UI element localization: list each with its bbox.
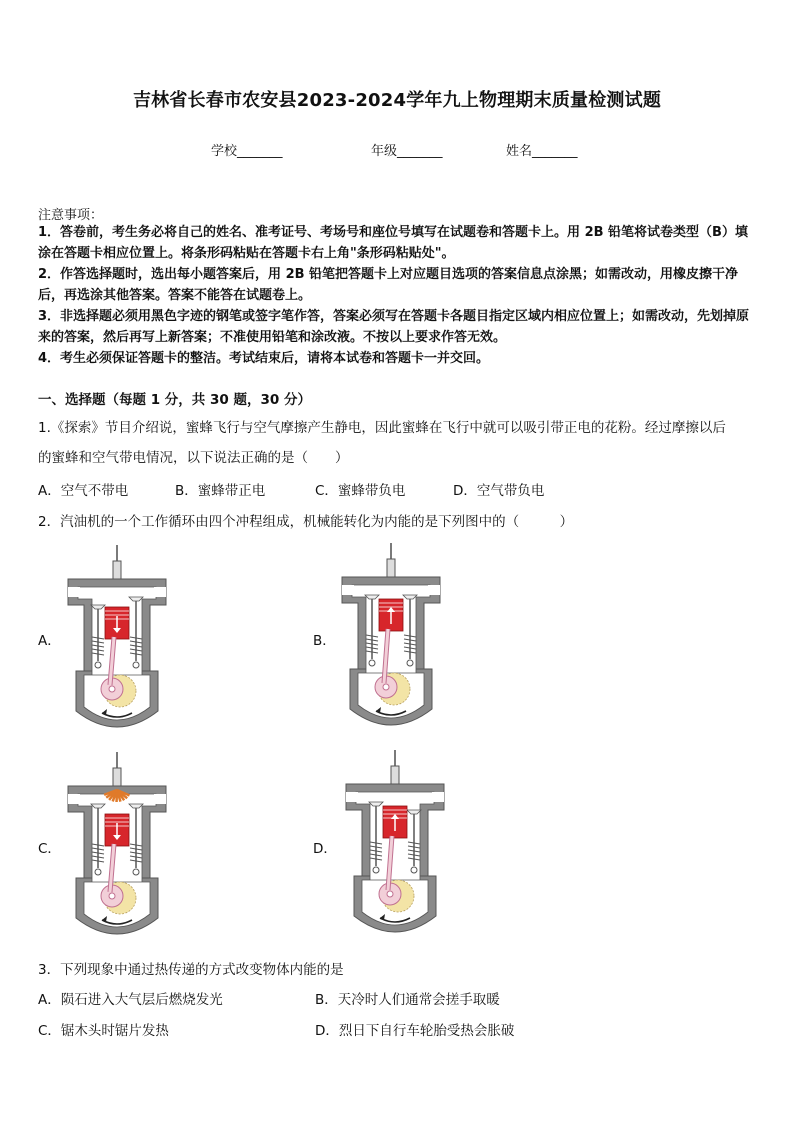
engine-diagram-a xyxy=(58,543,176,735)
intake-cam xyxy=(95,869,101,875)
spark-plug xyxy=(391,766,399,784)
engine-diagram-b xyxy=(332,541,450,733)
exhaust-cam xyxy=(411,867,417,873)
crank-pin xyxy=(109,893,115,899)
exhaust-cam xyxy=(133,662,139,668)
q2-label-b: B． xyxy=(313,633,336,649)
name-field: 姓名_______ xyxy=(506,144,578,159)
spark-plug xyxy=(113,561,121,579)
engine-diagram-d xyxy=(336,748,454,940)
crank-pin xyxy=(387,891,393,897)
spark-plug xyxy=(387,559,395,577)
q2-label-c: C． xyxy=(38,841,61,857)
intake-port xyxy=(342,585,354,595)
intake-port xyxy=(68,794,80,804)
section-heading: 一、选择题（每题 1 分，共 30 题，30 分） xyxy=(38,392,311,408)
crank-pin xyxy=(109,686,115,692)
school-field: 学校_______ xyxy=(211,144,283,159)
spark-plug xyxy=(113,768,121,786)
q3-option-a: A．陨石进入大气层后燃烧发光 xyxy=(38,992,223,1008)
q3-option-c: C．锯木头时锯片发热 xyxy=(38,1023,169,1039)
note-item-1: 1．答卷前，考生务必将自己的姓名、准考证号、考场号和座位号填写在试题卷和答题卡上。用 2B 铅笔将试卷类型（B）填涂在答题卡相应位置上。将条形码粘贴在答题卡右上角"条形码粘贴处"。 xyxy=(38,225,748,261)
notes-heading: 注意事项： xyxy=(38,208,104,223)
exhaust-port xyxy=(154,794,166,804)
q3-option-b: B．天冷时人们通常会搓手取暖 xyxy=(315,992,500,1008)
page-title: 吉林省长春市农安县2023-2024学年九上物理期末质量检测试题 xyxy=(132,90,662,111)
intake-port xyxy=(68,587,80,597)
crank-pin xyxy=(383,684,389,690)
note-item-3: 3．非选择题必须用黑色字迹的钢笔或签字笔作答，答案必须写在答题卡各题目指定区域内相应位置上；如需改动，先划掉原来的答案，然后再写上新答案；不准使用铅笔和涂改液。不按以上要求作答无效。 xyxy=(38,309,750,345)
exhaust-port xyxy=(432,792,444,802)
q1-option-a: A．空气不带电 xyxy=(38,483,129,499)
q1-option-d: D．空气带负电 xyxy=(453,483,545,499)
grade-field: 年级_______ xyxy=(371,144,443,159)
exhaust-cam xyxy=(133,869,139,875)
q1-option-b: B．蜜蜂带正电 xyxy=(175,483,266,499)
q3-option-d: D．烈日下自行车轮胎受热会胀破 xyxy=(315,1023,515,1039)
note-item-4: 4．考生必须保证答题卡的整洁。考试结束后，请将本试卷和答题卡一并交回。 xyxy=(38,351,490,366)
intake-port xyxy=(346,792,358,802)
intake-cam xyxy=(369,660,375,666)
exhaust-cam xyxy=(407,660,413,666)
question-1-line-1: 1.《探索》节目介绍说，蜜蜂飞行与空气摩擦产生静电，因此蜜蜂在飞行中就可以吸引带正电的花粉。经过摩擦以后 xyxy=(38,420,726,436)
exhaust-port xyxy=(154,587,166,597)
note-item-2: 2．作答选择题时，选出每小题答案后，用 2B 铅笔把答题卡上对应题目选项的答案信息点涂黑；如需改动，用橡皮擦干净后，再选涂其他答案。答案不能答在试题卷上。 xyxy=(38,267,739,303)
engine-diagram-c xyxy=(58,750,176,942)
question-3: 3．下列现象中通过热传递的方式改变物体内能的是 xyxy=(38,962,344,978)
exhaust-port xyxy=(428,585,440,595)
intake-cam xyxy=(95,662,101,668)
q2-label-d: D． xyxy=(313,841,337,857)
question-1-line-2: 的蜜蜂和空气带电情况，以下说法正确的是（ ） xyxy=(38,450,349,466)
q2-label-a: A． xyxy=(38,633,61,649)
q1-option-c: C．蜜蜂带负电 xyxy=(315,483,406,499)
question-2: 2．汽油机的一个工作循环由四个冲程组成，机械能转化为内能的是下列图中的（ ） xyxy=(38,514,574,530)
intake-cam xyxy=(373,867,379,873)
